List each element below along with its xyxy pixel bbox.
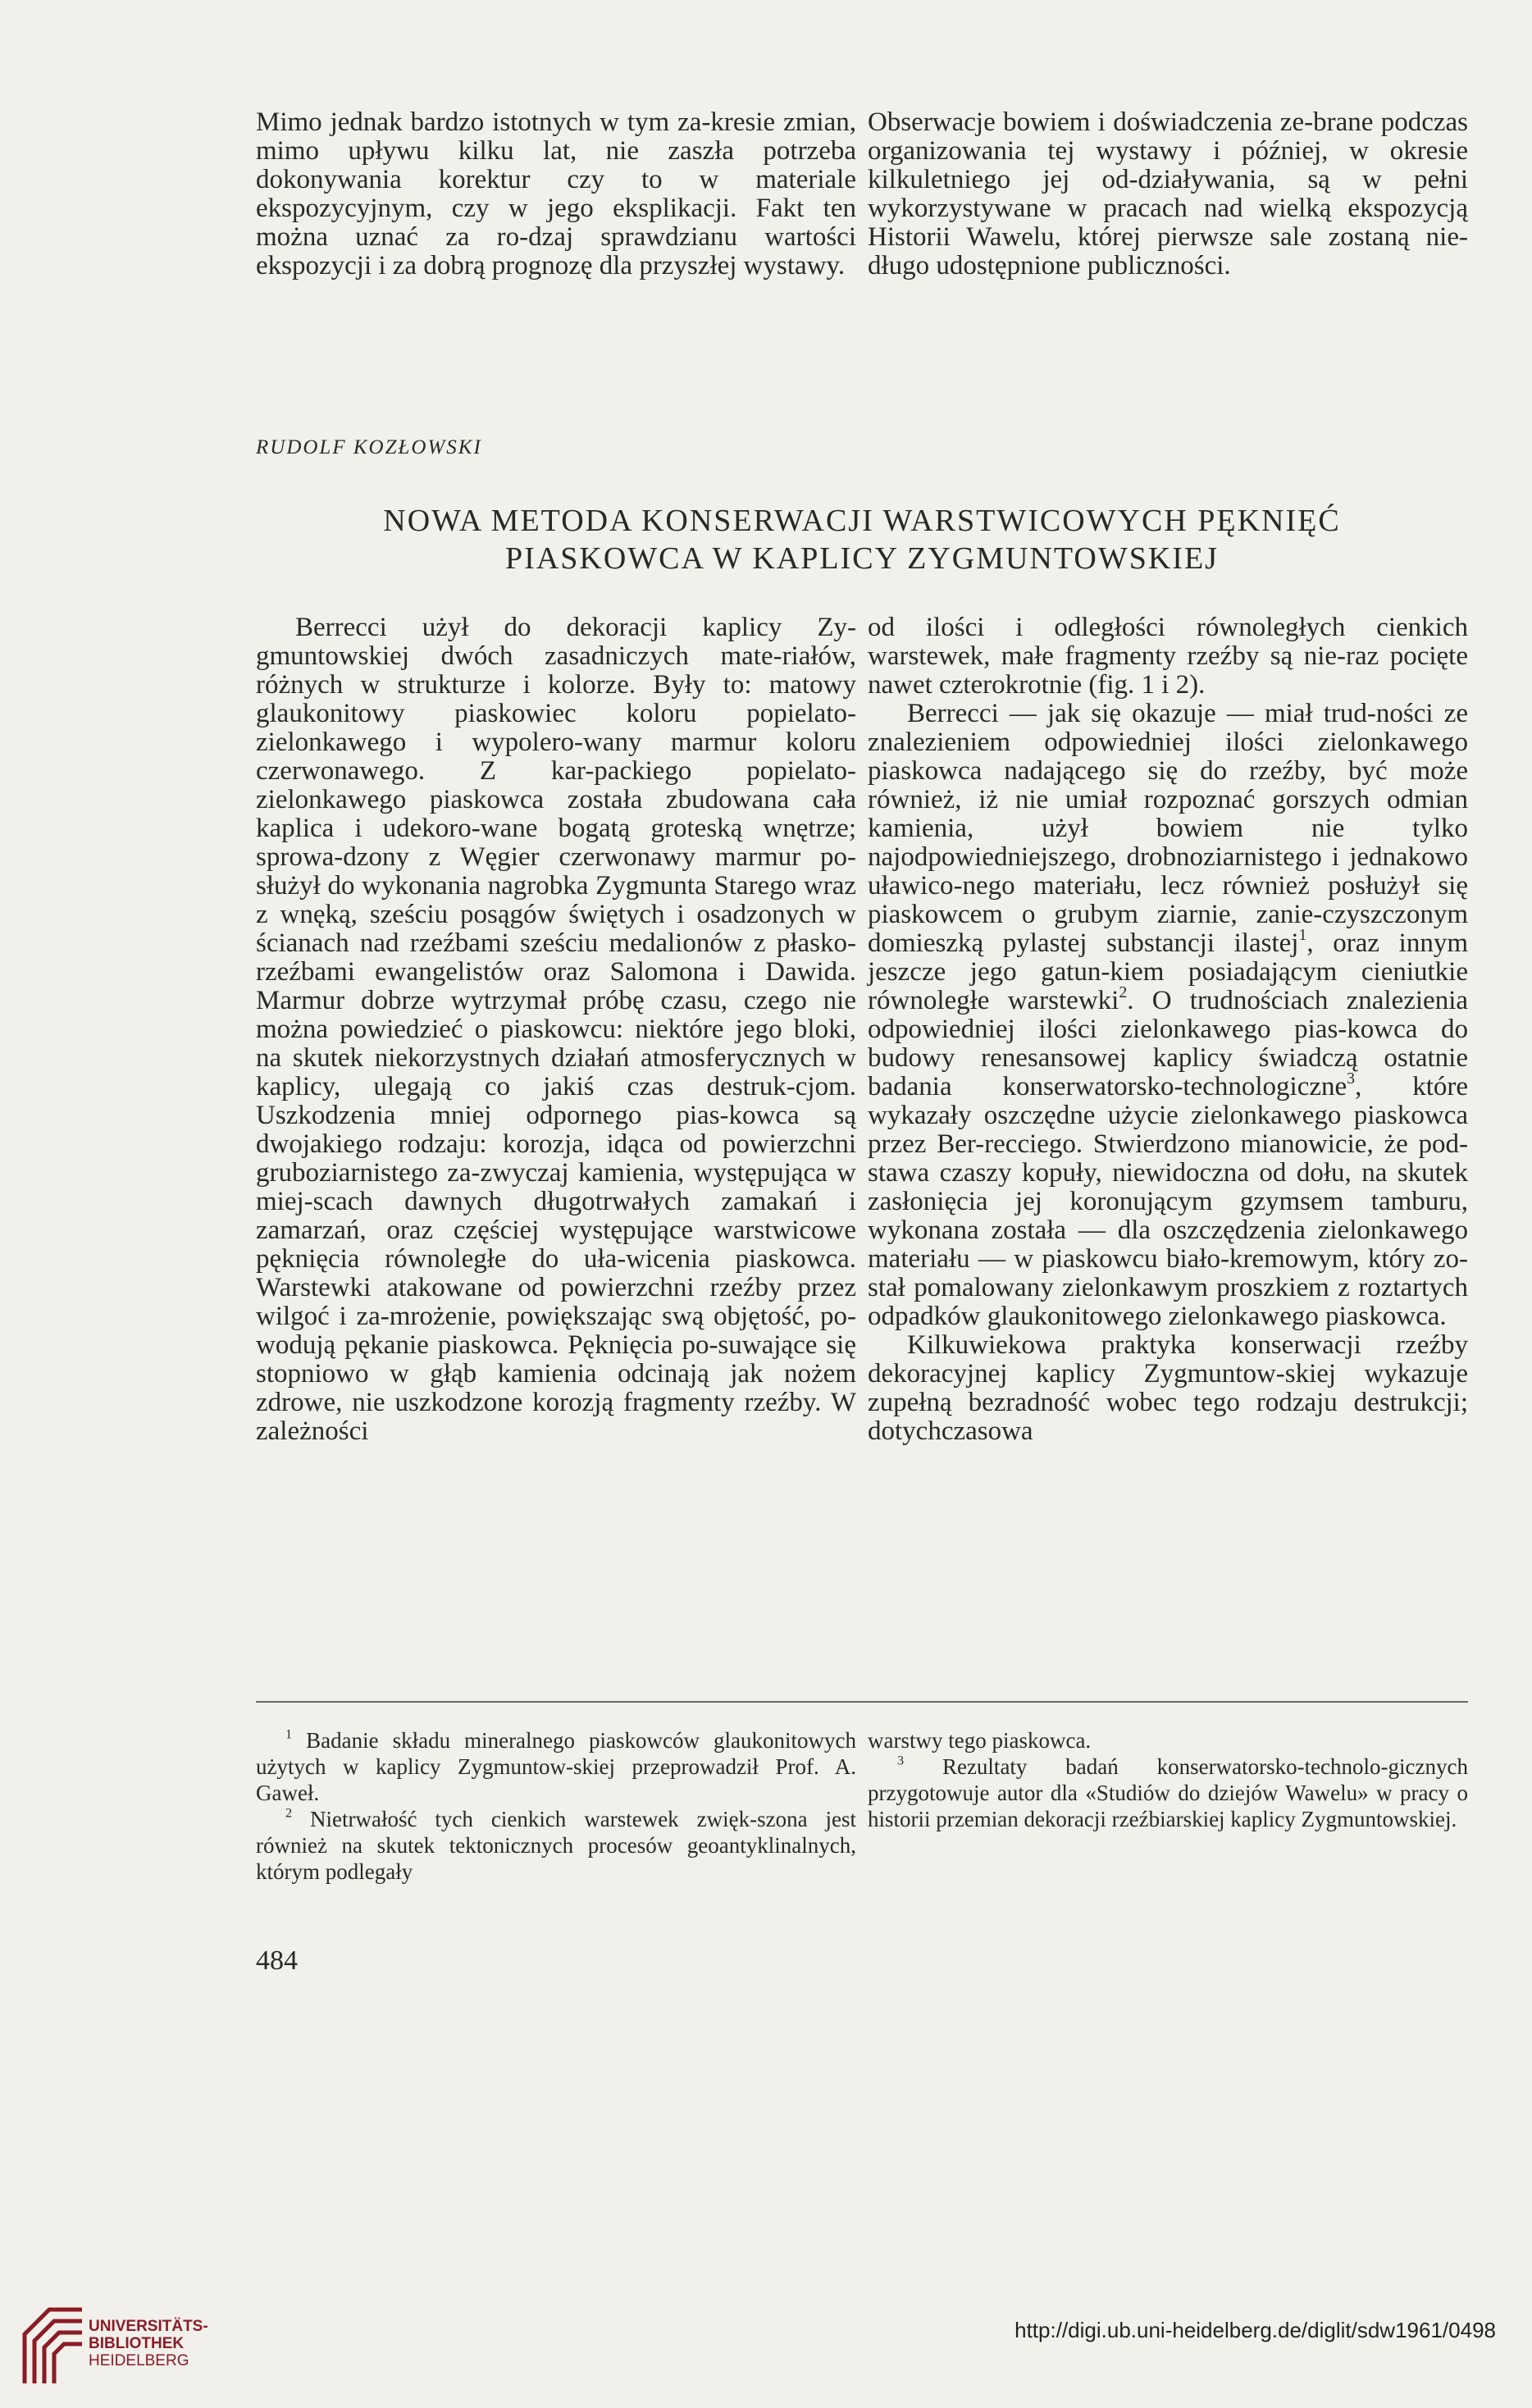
footnote-divider (256, 1701, 1468, 1703)
footnote-text: Nietrwałość tych cienkich warstewek zwięk-szona jest również na skutek tektonicznych procesów geoantyklinalnych, którym podlegały (256, 1807, 856, 1884)
library-name-line: HEIDELBERG (89, 2352, 189, 2369)
library-logo-icon (16, 2301, 90, 2392)
footnote-2 (256, 1806, 856, 1885)
footnote-mark: 3 (897, 1753, 905, 1768)
paragraph (868, 700, 1468, 1331)
top-right-column (868, 108, 1468, 280)
footnote-2-continued: warstwy tego piaskowca. (868, 1728, 1092, 1753)
footnote-mark: 1 (285, 1726, 293, 1742)
footnote-mark: 2 (285, 1805, 293, 1821)
source-url-link[interactable]: http://digi.ub.uni-heidelberg.de/diglit/sdw1961/0498 (1014, 2318, 1496, 2342)
body-left-column (256, 613, 856, 1446)
paragraph: Kilkuwiekowa praktyka konserwacji rzeźby dekoracyjnej kaplicy Zygmuntow-skiej wykazuje zupełną bezradność wobec tego rodzaju destrukcji; dotychczasowa (868, 1330, 1468, 1446)
title-line-2: PIASKOWCA W KAPLICY ZYGMUNTOWSKIEJ (505, 541, 1219, 576)
paragraph: Berrecci użył do dekoracji kaplicy Zy-gmuntowskiej dwóch zasadniczych mate-riałów, różnych w strukturze i kolorze. Były to: matowy glaukonitowy piaskowiec koloru popielato-zielonkawego i wypolero-wany marmur koloru czerwonawego. Z kar-packiego popielato-zielonkawego piaskowca została zbudowana cała kaplica i udekoro-wane bogatą groteską wnętrze; sprowa-dzony z Węgier czerwonawy marmur po-służył do wykonania nagrobka Zygmunta Starego wraz z wnęką, sześciu posągów świętych i osadzonych w ścianach nad rzeźbami sześciu medalionów z płasko-rzeźbami ewangelistów oraz Salomona i Dawida. Marmur dobrze wytrzymał próbę czasu, czego nie można powiedzieć o piaskowcu: niektóre jego bloki, na skutek niekorzystnych działań atmosferycznych w kaplicy, ulegają co jakiś czas destruk-cjom. Uszkodzenia mniej odpornego pias-kowca są dwojakiego rodzaju: korozja, idąca od powierzchni gruboziarnistego za-zwyczaj kamienia, występująca w miej-scach dawnych długotrwałych zamakań i zamarzań, oraz częściej występujące warstwicowe pęknięcia równoległe do uła-wicenia piaskowca. Warstewki atakowane od powierzchni rzeźby przez wilgoć i za-mrożenie, powiększając swą objętość, po-wodują pękanie piaskowca. Pęknięcia po-suwające się stopniowo w głąb kamienia odcinają jak nożem zdrowe, nie uszkodzone korozją fragmenty rzeźby. W zależności (256, 613, 856, 1446)
footnote-ref-3[interactable]: 3 (1347, 1069, 1356, 1088)
footnote-text: Rezultaty badań konserwatorsko-technolo-gicznych przygotowuje autor dla «Studiów do dziejów Wawelu» w pracy o historii przemian dekoracji rzeźbiarskiej kaplicy Zygmuntowskiej. (868, 1754, 1468, 1831)
text-run: . O trudnościach znalezienia odpowiedniej ilości zielonkawego pias-kowca do budowy renesansowej kaplicy świadczą ostatnie badania konserwatorsko-technologiczne (868, 986, 1469, 1101)
article-author: RUDOLF KOZŁOWSKI (256, 436, 482, 458)
footnote-3 (868, 1754, 1468, 1832)
text-run: , które wykazały oszczędne użycie zielonkawego piaskowca przez Ber-recciego. Stwierdzono mianowicie, że pod-stawa czaszy kopuły, niewidoczna od dołu, na skutek zasłonięcia jej koronującym gzymsem tamburu, wykonana została — dla oszczędzenia zielonkawego materiału — w piaskowcu biało-kremowym, który zo-stał pomalowany zielonkawym proszkiem z roztartych odpadków glaukonitowego zielonkawego piaskowca. (868, 1072, 1468, 1331)
text-run: Berrecci — jak się okazuje — miał trud-ności ze znalezieniem odpowiedniej ilości zielonkawego piaskowca nadającego się do rzeźby, być może również, iż nie umiał rozpoznać gorszych odmian kamienia, użył bowiem nie tylko najodpowiedniejszego, drobnoziarnistego i jednakowo uławico-nego materiału, lecz również posłużył się piaskowcem o grubym ziarnie, zanie-czyszczonym domieszką pylastej substancji ilastej (868, 699, 1468, 958)
footnote-1 (256, 1727, 856, 1806)
footnote-ref-2[interactable]: 2 (1119, 983, 1128, 1002)
library-name-line: UNIVERSITÄTS- (89, 2318, 208, 2335)
footnote-ref-1[interactable]: 1 (1298, 926, 1307, 945)
paragraph: Mimo jednak bardzo istotnych w tym za-kresie zmian, mimo upływu kilku lat, nie zaszła potrzeba dokonywania korektur czy to w materiale ekspozycyjnym, czy w jego eksplikacji. Fakt ten można uznać za ro-dzaj sprawdzianu wartości ekspozycji i za dobrą prognozę dla przyszłej wystawy. (256, 107, 856, 280)
article-title (256, 502, 1468, 577)
paragraph: Obserwacje bowiem i doświadczenia ze-brane podczas organizowania tej wystawy i później, w okresie kilkuletniego jej od-działywania, są w pełni wykorzystywane w pracach nad wielką ekspozycją Historii Wawelu, której pierwsze sale zostaną nie-długo udostępnione publiczności. (868, 107, 1468, 280)
text-run: , oraz innym jeszcze jego gatun-kiem posiadającym cieniutkie równoległe warstewki (868, 928, 1468, 1015)
top-left-column (256, 108, 856, 280)
library-name (89, 2318, 208, 2369)
footnotes-right (868, 1727, 1468, 1832)
paragraph: od ilości i odległości równoległych cienkich warstewek, małe fragmenty rzeźby są nie-raz pocięte nawet czterokrotnie (fig. 1 i 2). (868, 613, 1468, 700)
body-right-column (868, 613, 1468, 1446)
page-number: 484 (256, 1945, 298, 1976)
library-name-line: BIBLIOTHEK (89, 2335, 185, 2352)
footnotes-left (256, 1727, 856, 1885)
title-line-1: NOWA METODA KONSERWACJI WARSTWICOWYCH PĘKNIĘĆ (383, 504, 1341, 538)
footnote-text: Badanie składu mineralnego piaskowców glaukonitowych użytych w kaplicy Zygmuntow-skiej przeprowadził Prof. A. Gaweł. (256, 1728, 856, 1805)
